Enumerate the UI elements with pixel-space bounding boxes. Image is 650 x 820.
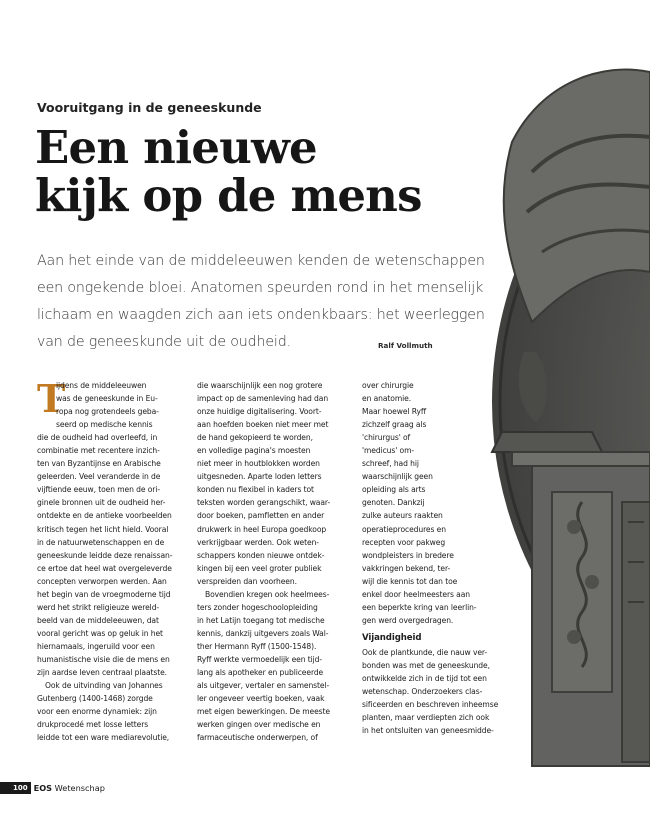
text-line: en volledige pagina's moesten — [197, 446, 311, 456]
text-line: wetenschap. Onderzoekers clas- — [362, 687, 483, 697]
text-line: combinatie met recentere inzich- — [37, 446, 160, 456]
text-line: impact op de samenleving had dan — [197, 394, 329, 404]
text-line: aan hoefden boeken niet meer met — [197, 420, 329, 430]
text-line: kritisch tegen het licht hield. Vooral — [37, 524, 169, 534]
text-line: planten, maar verdiepten zich ook — [362, 713, 490, 723]
title-line: kijk op de mens — [35, 169, 422, 222]
text-line: schappers konden nieuwe ontdek- — [197, 550, 325, 560]
intro-line: lichaam en waagden zich aan iets ondenkbaars: het weerleggen — [37, 307, 485, 323]
text-line: vakkringen bekend, ter- — [362, 563, 451, 573]
text-line: werken gingen over medische en — [197, 720, 321, 730]
text-line: in de natuurwetenschappen en de — [37, 537, 165, 547]
text-line: zichzelf graag als — [362, 420, 427, 430]
text-line: door boeken, pamfletten en ander — [197, 511, 325, 521]
page-footer — [0, 782, 105, 794]
intro-line: van de geneeskunde uit de oudheid. — [37, 334, 291, 350]
magazine-name-rest: Wetenschap — [52, 783, 105, 793]
text-line: seerd op medische kennis — [56, 420, 153, 430]
text-line: over chirurgie — [362, 381, 414, 390]
text-line: 'medicus' om- — [362, 446, 415, 456]
text-line: niet meer in houtblokken worden — [197, 459, 320, 469]
text-line: recepten voor pakweg — [362, 537, 446, 547]
text-line: werd het strikt religieuze wereld- — [37, 602, 160, 612]
text-line: in het ontsluiten van geneesmidde- — [362, 726, 494, 736]
text-line: sificeerden en beschreven inheemse — [362, 700, 499, 710]
author-byline: Ralf Vollmuth — [378, 341, 433, 350]
title-line: Een nieuwe — [35, 121, 317, 174]
text-line: leidde tot een ware mediarevolutie, — [37, 733, 170, 743]
text-line: vooral gericht was op geluk in het — [37, 628, 163, 638]
text-line: Gutenberg (1400-1468) zorgde — [37, 694, 153, 704]
text-line: Bovendien kregen ook heelmees- — [205, 589, 330, 599]
text-line: de hand gekopieerd te worden, — [197, 433, 313, 443]
text-line: humanistische visie die de mens en — [37, 654, 170, 664]
body-column-2 — [197, 379, 347, 744]
text-line: ther Hermann Ryff (1500-1548). — [197, 641, 317, 651]
text-line: concepten verworpen werden. Aan — [37, 576, 167, 586]
text-line: ler ongeveer veertig boeken, vaak — [197, 694, 325, 704]
text-line: lang als apotheker en publiceerde — [197, 668, 324, 678]
text-line: ters zonder hogeschoolopleiding — [197, 602, 318, 612]
text-line: met eigen bewerkingen. De meeste — [197, 707, 330, 717]
text-line: Maar hoewel Ryff — [362, 407, 427, 417]
text-line: geleerden. Veel veranderde in de — [37, 472, 161, 482]
text-line: kennis, dankzij uitgevers zoals Wal- — [197, 628, 329, 638]
text-line: ginele bronnen uit de oudheid her- — [37, 498, 166, 508]
article-title — [35, 121, 455, 222]
text-line: beeld van de middeleeuwen, dat — [37, 615, 159, 625]
text-line: verspreiden dan voorheen. — [197, 576, 297, 586]
body-column-3 — [362, 379, 512, 737]
text-line: ontwikkelde zich in de tijd tot een — [362, 674, 487, 684]
text-line: teksten worden gerangschikt, waar- — [197, 498, 331, 508]
text-line: die waarschijnlijk een nog grotere — [197, 381, 323, 390]
text-line: wijl die kennis tot dan toe — [362, 576, 458, 586]
text-line: een beperkte kring van leerlin- — [362, 602, 477, 612]
text-line: ce ertoe dat heel wat overgeleverde — [37, 563, 172, 573]
text-line: en anatomie. — [362, 394, 412, 404]
text-line: geneeskunde leidde deze renaissan- — [37, 550, 173, 560]
text-line: waarschijnlijk geen — [362, 472, 433, 482]
body-column-1 — [37, 376, 187, 744]
text-line: Ook de plantkunde, die nauw ver- — [362, 647, 488, 657]
text-line: voor een enorme dynamiek: zijn — [37, 707, 157, 717]
text-line: onze huidige digitalisering. Voort- — [197, 407, 322, 417]
text-line: in het Latijn toegang tot medische — [197, 615, 325, 625]
text-line: genoten. Dankzij — [362, 498, 425, 508]
text-line: ten van Byzantijnse en Arabische — [37, 459, 161, 469]
text-line: die de oudheid had overleefd, in — [37, 433, 158, 443]
text-line: enkel door heelmeesters aan — [362, 589, 470, 599]
text-line: was de geneeskunde in Eu- — [56, 394, 158, 404]
text-line: ropa nog grotendeels geba- — [56, 407, 159, 417]
text-line: ijdens de middeleeuwen — [56, 381, 147, 390]
page-number: 100 — [0, 782, 31, 794]
text-line: zijn aardse leven centraal plaatste. — [37, 668, 167, 678]
text-line: konden nu flexibel in kaders tot — [197, 485, 314, 495]
text-line: operatieprocedures en — [362, 524, 446, 534]
text-line: hiernamaals, ingeruild voor een — [37, 641, 155, 651]
text-line: opleiding als arts — [362, 485, 426, 495]
magazine-name-bold: EOS — [33, 783, 53, 793]
intro-line: een ongekende bloei. Anatomen speurden rond in het menselijk — [37, 280, 484, 296]
magazine-name — [34, 783, 105, 793]
text-line: het begin van de vroegmoderne tijd — [37, 589, 171, 599]
text-line: kingen bij een veel groter publiek — [197, 563, 322, 573]
article-kicker: Vooruitgang in de geneeskunde — [37, 100, 262, 115]
text-line: drukprocedé met losse letters — [37, 720, 149, 730]
text-line: 'chirurgus' of — [362, 433, 411, 443]
text-line: ontdekte en de antieke voorbeelden — [37, 511, 172, 521]
text-line: Ryff werkte vermoedelijk een tijd- — [197, 654, 323, 664]
text-line: verkrijgbaar werden. Ook weten- — [197, 537, 319, 547]
text-line: schreef, had hij — [362, 459, 419, 469]
text-line: uitgesneden. Aparte loden letters — [197, 472, 322, 482]
drop-cap: T — [37, 376, 66, 421]
article-intro — [37, 248, 485, 356]
text-line: zulke auteurs raakten — [362, 511, 443, 521]
text-line: Ook de uitvinding van Johannes — [45, 681, 163, 691]
text-line: als uitgever, vertaler en samenstel- — [197, 681, 330, 691]
text-line: vijftiende eeuw, toen men de ori- — [37, 485, 160, 495]
text-line: drukwerk in heel Europa goedkoop — [197, 524, 327, 534]
intro-line: Aan het einde van de middeleeuwen kenden de wetenschappen — [37, 253, 485, 269]
text-line: farmaceutische onderwerpen, of — [197, 733, 318, 743]
text-line: wondpleisters in bredere — [362, 550, 454, 560]
section-subheading: Vijandigheid — [362, 632, 422, 643]
text-line: gen werd overgedragen. — [362, 615, 454, 625]
text-line: bonden was met de geneeskunde, — [362, 660, 490, 670]
